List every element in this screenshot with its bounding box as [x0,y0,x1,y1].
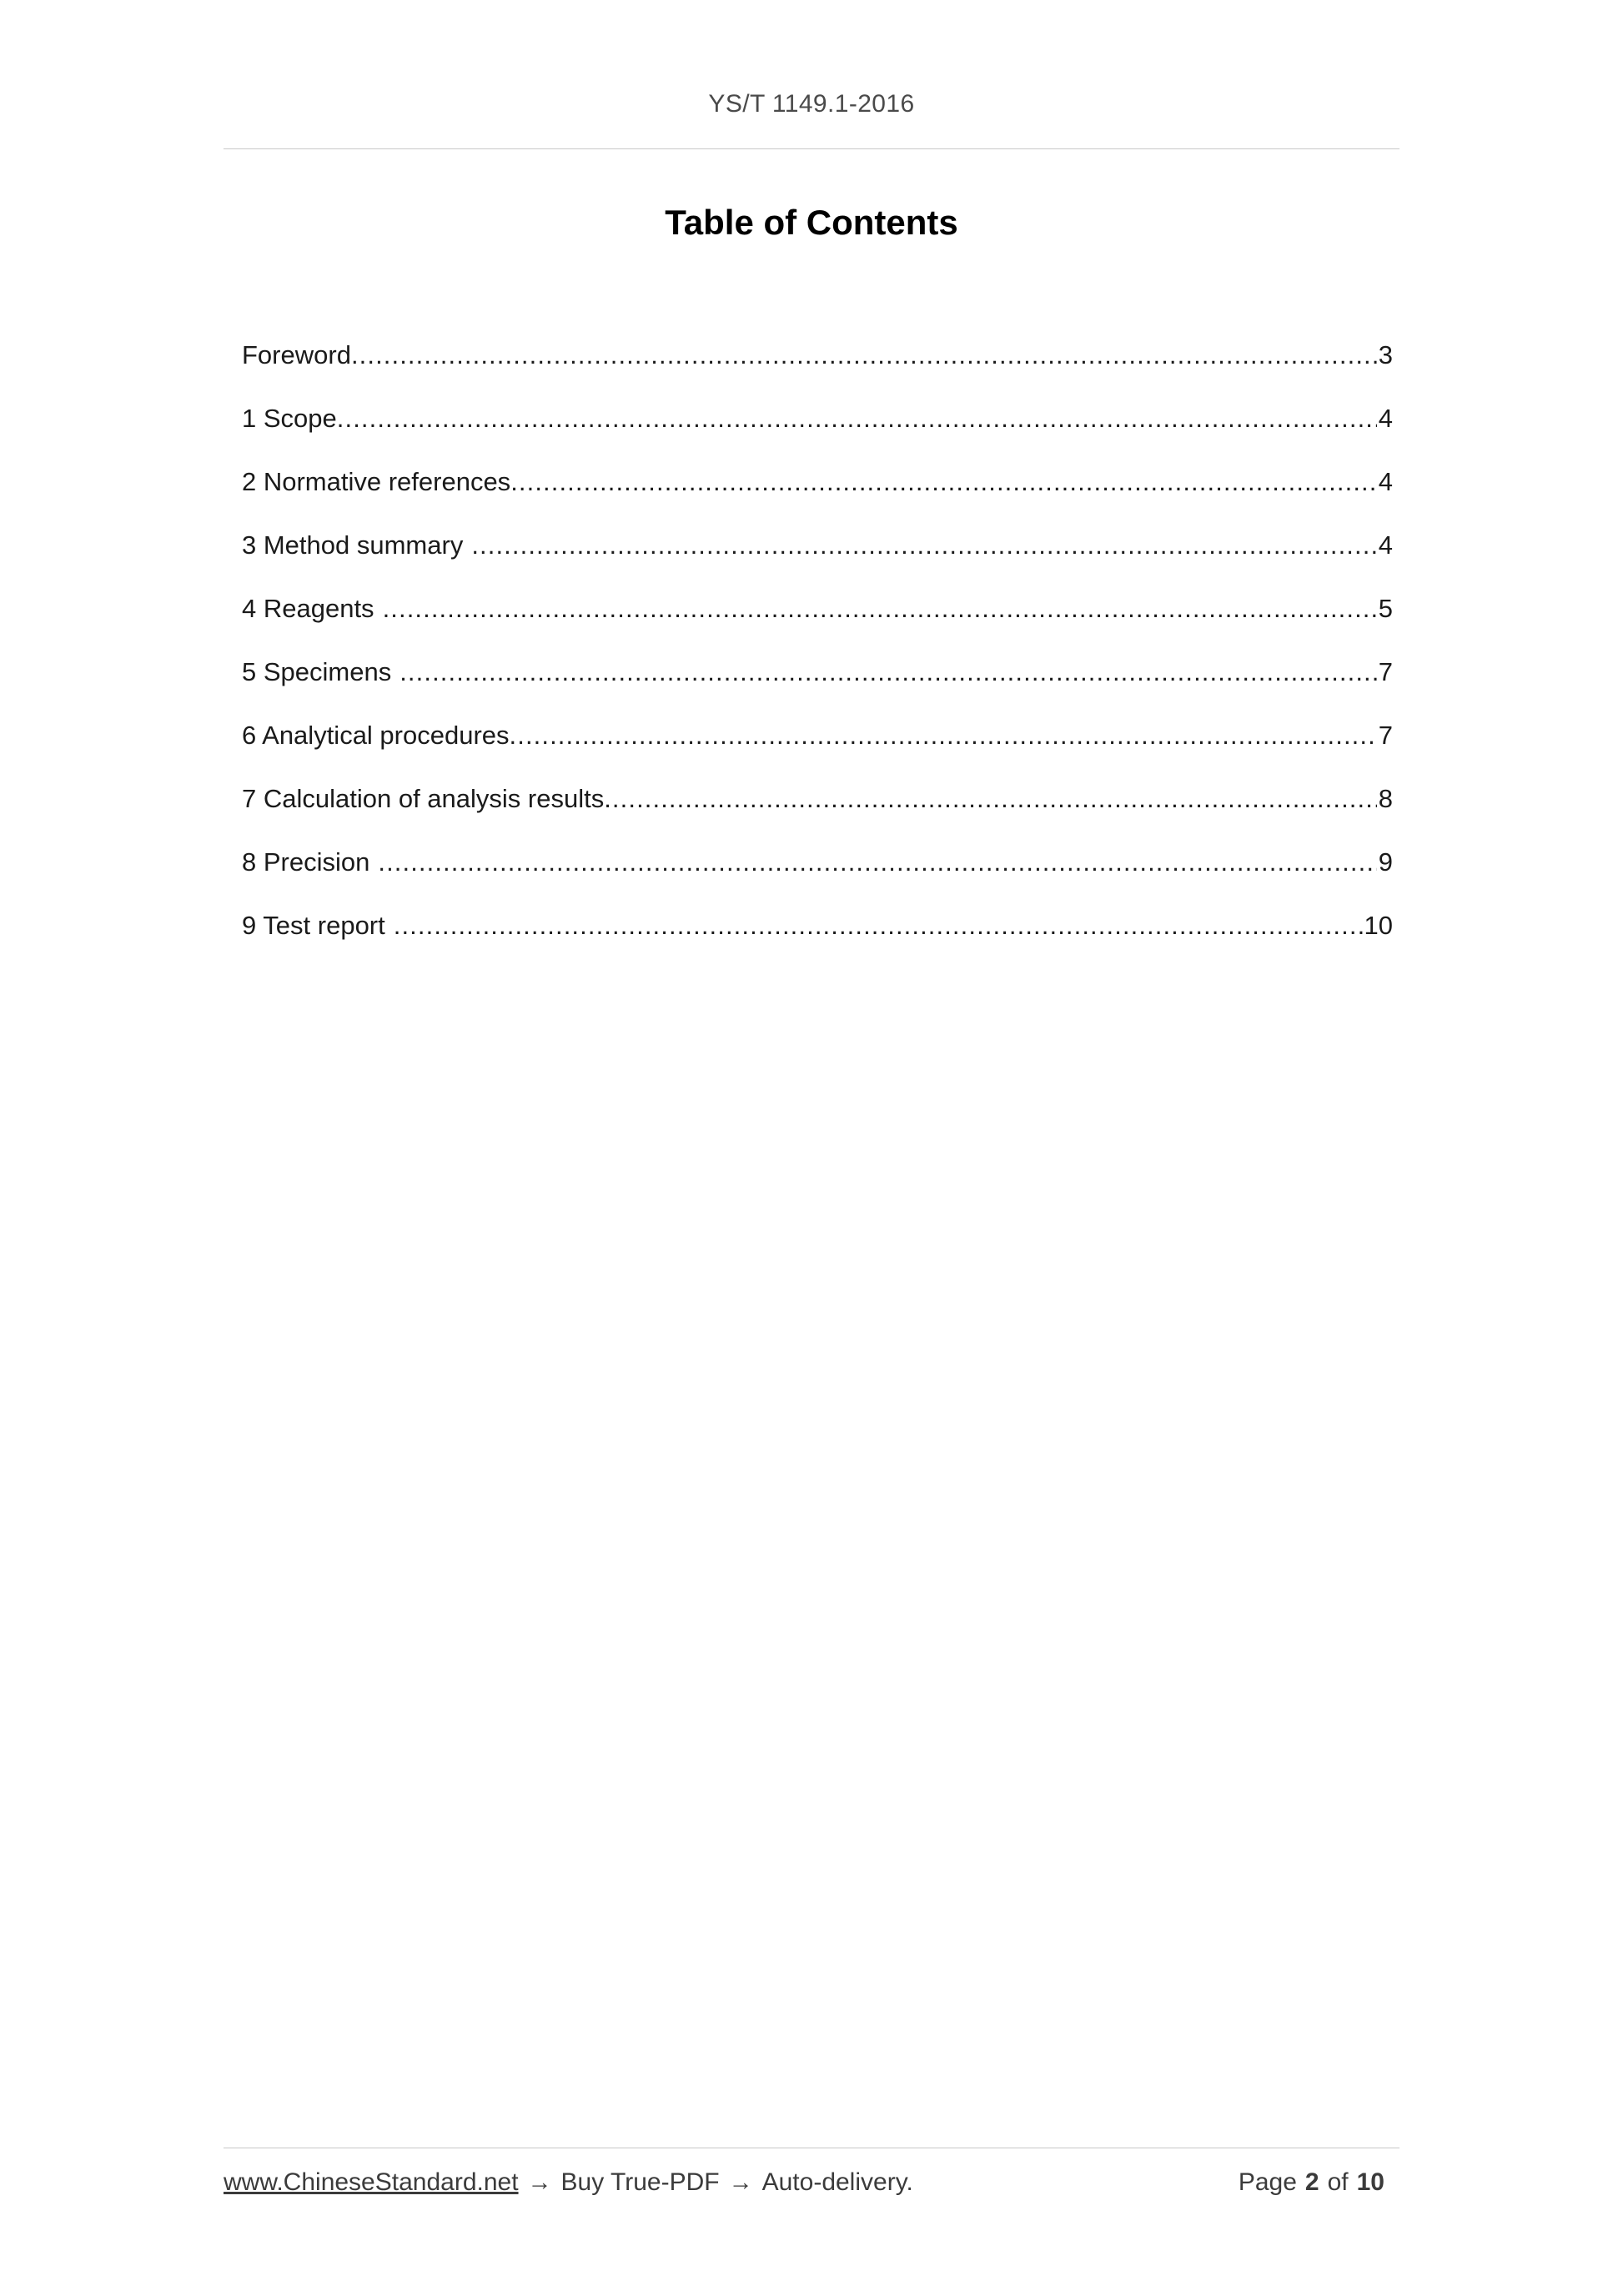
toc-entry-page: 5 [1378,594,1393,623]
table-of-contents [242,324,1393,957]
toc-entry[interactable] [242,387,1393,450]
page-number: 2 [1304,2168,1319,2196]
footer-delivery-text: Auto-delivery. [761,2168,913,2196]
toc-entry-label: 9 Test report [242,911,385,940]
toc-leader-dots [378,831,1376,894]
footer-promo [224,2168,913,2197]
page-indicator [1239,2168,1399,2197]
toc-leader-dots [351,324,1377,387]
arrow-right-icon: → [728,2169,753,2196]
toc-entry-label: 8 Precision [242,847,370,877]
toc-entry[interactable] [242,831,1393,894]
standard-number: YS/T 1149.1-2016 [708,90,915,118]
toc-entry-page: 7 [1378,721,1393,750]
toc-entry-page: 4 [1378,404,1393,433]
toc-entry[interactable] [242,704,1393,767]
toc-entry-page: 4 [1378,467,1393,496]
page-total: 10 [1356,2168,1384,2196]
toc-leader-dots [394,894,1363,957]
toc-entry-page: 7 [1378,657,1393,686]
toc-entry-page: 9 [1378,847,1393,877]
page-word: Page [1238,2168,1297,2196]
toc-leader-dots [399,641,1377,704]
toc-entry-label: 2 Normative references [242,467,511,496]
toc-leader-dots [471,514,1376,577]
toc-leader-dots [604,767,1377,831]
toc-entry-page: 3 [1378,340,1393,369]
page-footer [224,2168,1399,2197]
page-title: Table of Contents [665,203,958,242]
toc-entry[interactable] [242,894,1393,957]
toc-entry-page: 4 [1378,530,1393,560]
of-word: of [1327,2168,1349,2196]
toc-entry-page: 10 [1364,911,1393,940]
toc-leader-dots [510,704,1377,767]
toc-entry[interactable] [242,514,1393,577]
toc-entry-label: 4 Reagents [242,594,374,623]
toc-entry[interactable] [242,577,1393,641]
toc-entry-label: 1 Scope [242,404,337,433]
toc-entry[interactable] [242,641,1393,704]
toc-leader-dots [383,577,1377,641]
toc-entry-label: Foreword [242,340,351,369]
toc-leader-dots [337,387,1377,450]
toc-entry-label: 7 Calculation of analysis results [242,784,605,813]
footer-offer-text: Buy True-PDF [560,2168,720,2196]
toc-entry-label: 3 Method summary [242,530,464,560]
toc-entry[interactable] [242,450,1393,514]
toc-entry-label: 6 Analytical procedures [242,721,510,750]
toc-entry[interactable] [242,324,1393,387]
toc-leader-dots [510,450,1377,514]
arrow-right-icon: → [527,2169,552,2196]
website-link[interactable]: www.ChineseStandard.net [224,2168,519,2196]
page-header [224,90,1399,118]
header-divider [224,148,1399,149]
toc-entry-label: 5 Specimens [242,657,392,686]
toc-entry-page: 8 [1378,784,1393,813]
toc-entry[interactable] [242,767,1393,831]
